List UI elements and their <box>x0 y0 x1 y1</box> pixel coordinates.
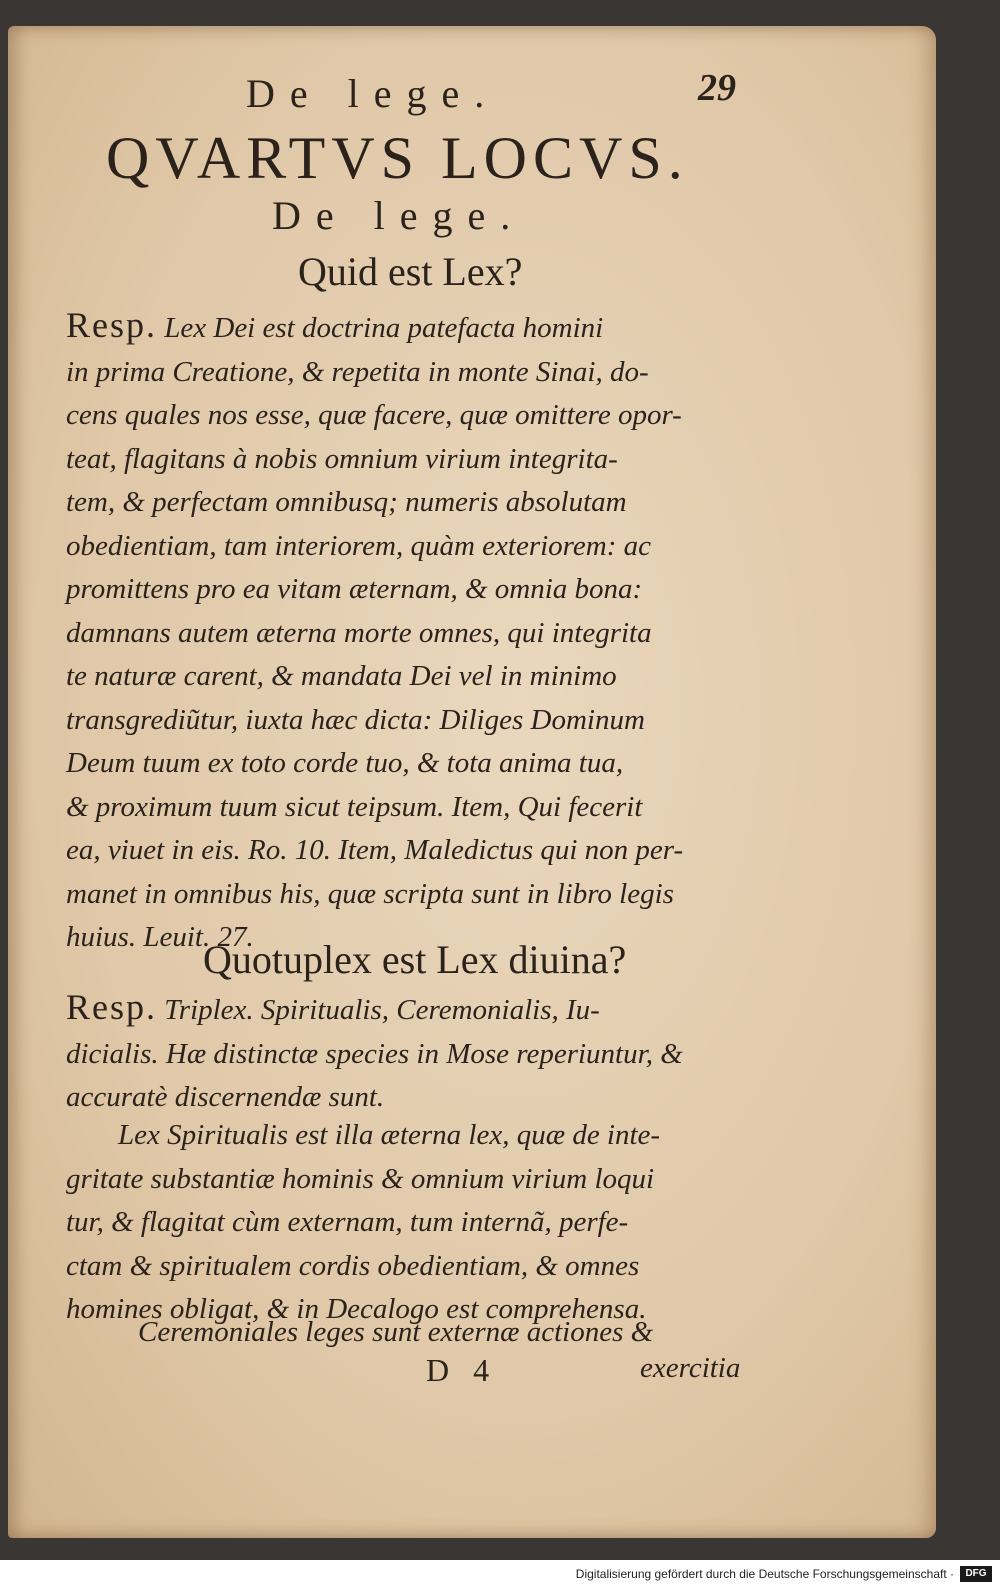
text-line: teat, flagitans à nobis omnium virium integrita- <box>66 442 618 475</box>
footer-bar <box>0 1560 1000 1590</box>
response-2 <box>66 986 786 1120</box>
running-head: De lege. <box>246 71 500 116</box>
section-subtitle: De lege. <box>272 193 526 238</box>
text-line: ea, viuet in eis. Ro. 10. Item, Maledictus qui non per- <box>66 834 684 866</box>
text-line: manet in omnibus his, quæ scripta sunt in libro legis <box>66 877 674 910</box>
text-line: Lex Spiritualis est illa æterna lex, quæ de inte- <box>118 1119 661 1151</box>
text-line: tem, & perfectam omnibusq; numeris absolutam <box>66 486 627 518</box>
funding-credit: Digitalisierung gefördert durch die Deutsche Forschungsgemeinschaft · <box>575 1567 954 1581</box>
text-line: te naturæ carent, & mandata Dei vel in minimo <box>66 660 617 692</box>
signature-mark: D 4 <box>426 1352 498 1388</box>
text-line: promittens pro ea vitam æternam, & omnia bona: <box>66 573 643 605</box>
text-line: obedientiam, tam interiorem, quàm exteriorem: ac <box>66 529 651 562</box>
page-number: 29 <box>698 67 736 109</box>
resp-label: Resp. <box>66 987 157 1027</box>
text-line: gritate substantiæ hominis & omnium virium loqui <box>66 1162 655 1195</box>
text-line: dicialis. Hæ distinctæ species in Mose reperiuntur, & <box>66 1037 683 1070</box>
text-line: damnans autem æterna morte omnes, qui integrita <box>66 616 652 649</box>
text-line: homines obligat, & in Decalogo est comprehensa. <box>66 1293 647 1325</box>
text-line: Ceremoniales leges sunt externæ actiones & <box>138 1316 654 1348</box>
question-heading-2: Quotuplex est Lex diuina? <box>203 937 627 982</box>
resp-label: Resp. <box>66 305 157 345</box>
text-line: transgrediũtur, iuxta hæc dicta: Diliges Dominum <box>66 703 645 736</box>
text-line: in prima Creatione, & repetita in monte Sinai, do- <box>66 355 649 388</box>
question-heading-1: Quid est Lex? <box>298 249 523 294</box>
text-line: huius. Leuit. 27. <box>66 921 254 953</box>
text-line: & proximum tuum sicut teipsum. Item, Qui fecerit <box>66 790 643 823</box>
text-line: cens quales nos esse, quæ facere, quæ omittere opor- <box>66 399 682 431</box>
text-line: Resp. Lex Dei est doctrina patefacta homini <box>66 305 604 345</box>
text-line: Deum tuum ex toto corde tuo, & tota anima tua, <box>66 747 624 779</box>
text-line: tur, & flagitat cùm externam, tum internã, perfe- <box>66 1206 629 1238</box>
paragraph-ceremonial-law <box>66 1311 786 1355</box>
text-line: accuratè discernendæ sunt. <box>66 1081 385 1113</box>
book-page <box>8 26 936 1538</box>
response-1 <box>66 304 786 960</box>
catchword: exercitia <box>640 1352 741 1384</box>
text-line: Resp. Triplex. Spiritualis, Ceremonialis, Iu- <box>66 987 600 1027</box>
paragraph-spiritual-law <box>66 1114 786 1332</box>
text-line: ctam & spiritualem cordis obedientiam, & omnes <box>66 1249 640 1282</box>
dfg-logo-icon: DFG <box>960 1566 992 1582</box>
section-title: QVARTVS LOCVS. <box>106 125 689 191</box>
page-text-area <box>8 26 936 1538</box>
